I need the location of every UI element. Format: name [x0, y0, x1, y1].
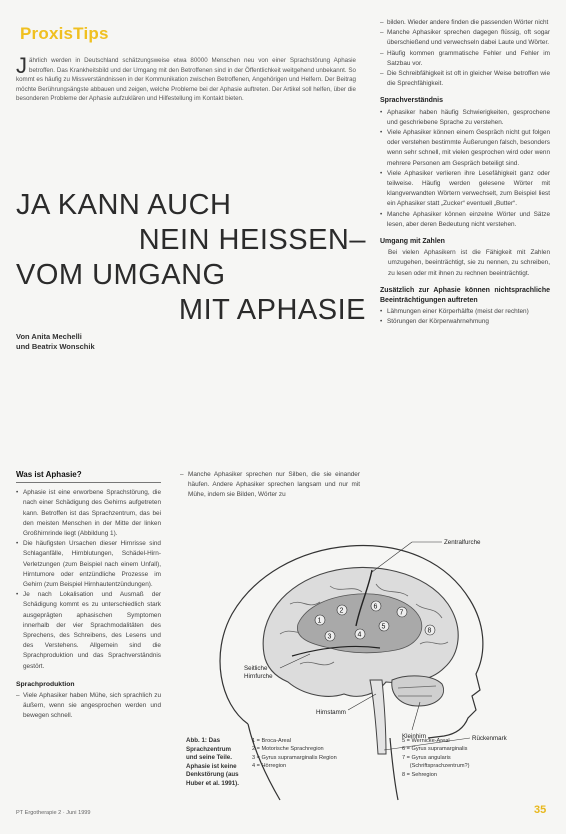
region-number: 2: [339, 607, 344, 615]
magazine-section-logo: ProxisTips: [20, 24, 109, 43]
page-footer: PT Ergotherapie 2 · Juni 1999: [16, 810, 91, 816]
region-number: 4: [357, 631, 362, 639]
list-item: – bilden. Wieder andere finden die passenden Wörter nicht: [387, 18, 550, 28]
heading-was-ist-aphasie: Was ist Aphasie?: [16, 470, 82, 479]
heading-sprachverstaendnis: Sprachverständnis: [380, 97, 444, 105]
title-line-3: VOM UMGANG: [16, 259, 226, 291]
label-hirnstamm: Hirnstamm: [316, 709, 346, 716]
label-seitliche: Seitliche: [244, 665, 268, 672]
heading-rule: [16, 482, 161, 483]
title-line-4: MIT APHASIE: [178, 294, 366, 326]
legend-column-right: [402, 737, 552, 779]
list-item: • Viele Aphasiker können einem Gespräch nicht gut folgen oder verstehen bestimmte Äußerungen falsch, besonders wenn sehr schnell, mit vielen gesprochen wird oder wenn mehrere Personen am Gespräch beteiligt sind.: [387, 128, 550, 169]
right-column: [380, 18, 550, 328]
list-item: • Lähmungen einer Körperhälfte (meist der rechten): [387, 307, 550, 317]
label-hirnfurche: Hirnfurche: [244, 673, 273, 680]
list-item: – Manche Aphasiker sprechen dagegen flüssig, oft sogar überschießend und verwechseln dabei Laute und Wörter.: [387, 28, 550, 48]
list-item: – Häufig kommen grammatische Fehler und Fehler im Satzbau vor.: [387, 49, 550, 69]
author-line-1: Von Anita Mechelli: [16, 332, 82, 341]
legend-item: 7 = Gyrus angularis: [402, 754, 451, 761]
list-item: • Aphasie ist eine erworbene Sprachstörung, die nach einer Schädigung des Gehirns aufgetreten kann. Betroffen ist das Sprachzentrum, das bei den meisten Menschen in der Mitte der linken Großhirnrinde liegt (Abbildung 1).: [23, 488, 161, 539]
list-item: • Viele Aphasiker verlieren ihre Lesefähigkeit ganz oder teilweise. Häufig werden gelesene Wörter mit klangverwandten Wörtern verwechselt, zum Beispiel liest ein Aphasiker statt „Zucker“ eventuell „Butter“.: [387, 169, 550, 210]
list-item: • Aphasiker haben häufig Schwierigkeiten, gesprochene und geschriebene Sprache zu verstehen.: [387, 108, 550, 128]
list-item: – Viele Aphasiker haben Mühe, sich sprachlich zu äußern, wenn sie angesprochen werden und bewegen schnell.: [23, 691, 161, 722]
list-item: • Manche Aphasiker können einzelne Wörter und Sätze lesen, aber deren Bedeutung nicht verstehen.: [387, 210, 550, 230]
intro-text: ährlich werden in Deutschland schätzungsweise etwa 80000 Menschen neu von einer Sprachstörung Aphasie betroffen. Das Krankheitsbild und der Umgang mit den Betroffenen sind in der Öffentlichkeit weitgehend unbekannt. So kommt es häufig zu Missverständnissen in der Kommunikation zwischen Betroffenen, Angehörigen und Helfern. Der Beitrag möchte Berührungsängste abbauen und zeigen, welche Probleme bei der Aphasie auftreten. Der Artikel soll helfen, über die besonderen Probleme der Aphasie aufzuklären und Hilfestellung im Kontakt bieten.: [16, 57, 356, 103]
title-line-2: NEIN HEISSEN–: [138, 224, 366, 256]
legend-item: (Schriftsprachzentrum?): [402, 763, 470, 770]
legend-item: 1 = Broca-Areal: [252, 738, 292, 744]
heading-sprachproduktion: Sprachproduktion: [16, 680, 75, 688]
label-zentralfurche: Zentralfurche: [444, 539, 481, 546]
zahlen-text: Bei vielen Aphasikern ist die Fähigkeit mit Zahlen umzugehen, beeinträchtigt, sie zu nennen, zu schreiben, zu lesen oder mit ihnen zu rechnen beeinträchtigt.: [388, 249, 550, 277]
left-column: [16, 470, 161, 722]
region-number: 8: [427, 627, 432, 635]
heading-zusaetzlich: Zusätzlich zur Aphasie können nichtsprachliche Beeinträchtigungen auftreten: [380, 286, 550, 305]
region-number: 1: [317, 617, 322, 625]
intro-paragraph: [16, 53, 356, 104]
production-list-continued: [380, 18, 550, 89]
legend-column-left: [252, 737, 402, 779]
page-number: 35: [534, 804, 547, 816]
list-item: • Störungen der Körperwahrnehmung: [387, 317, 550, 327]
zusaetzlich-list: [380, 307, 550, 327]
legend-item: 4 = Hörregion: [252, 763, 287, 770]
title-line-1: JA KANN AUCH: [16, 189, 232, 221]
label-rueckenmark: Rückenmark: [472, 735, 507, 742]
produktion-list-2: [180, 470, 360, 501]
legend-item: 2 = Motorische Sprachregion: [252, 746, 324, 753]
region-number: 5: [381, 623, 386, 631]
region-number: 3: [327, 633, 332, 641]
figure-legend: [252, 737, 552, 779]
produktion-list: [16, 691, 161, 722]
legend-item: 6 = Gyrus supramarginalis: [402, 746, 468, 753]
list-item: • Die häufigsten Ursachen dieser Hirnrisse sind Schlaganfälle, Hirnblutungen, Schädel-Hirn-Verletzungen (zum Beispiel nach einem Unfall), Hirntumore oder entzündliche Prozesse im Gehirn (zum Beispiel Hirnhautentzündungen).: [23, 539, 161, 590]
list-item: – Die Schreibfähigkeit ist oft in gleicher Weise betroffen wie die Sprechfähigkeit.: [387, 69, 550, 89]
region-number: 6: [373, 603, 378, 611]
heading-zahlen: Umgang mit Zahlen: [380, 238, 445, 246]
drop-cap: J: [16, 53, 27, 78]
aphasie-list: [16, 488, 161, 672]
verstaendnis-list: [380, 108, 550, 230]
author-line-2: und Beatrix Wonschik: [16, 342, 95, 351]
label-kleinhirn: Kleinhirn: [402, 733, 427, 740]
list-item: – Manche Aphasiker sprechen nur Silben, die sie einander häufen. Andere Aphasiker sprechen langsam und nur mit Mühe, indem sie Bilden, Wörter zu: [188, 470, 360, 501]
legend-item: 8 = Sehregion: [402, 771, 437, 778]
middle-column: [180, 470, 360, 501]
list-item: • Je nach Lokalisation und Ausmaß der Schädigung kommt es zu unterschiedlich stark ausgeprägten aphasischen Symptomen innerhalb der vier Sprachmodalitäten des Sprechens, des Schreibens, des Lesens und des Verstehens. Allgemein sind die Sprachproduktion und das Sprachverständnis gestört.: [23, 590, 161, 672]
legend-item: 3 = Gyrus supramarginalis Region: [252, 754, 337, 761]
figure-caption: Abb. 1: Das Sprachzentrum und seine Teile. Aphasie ist keine Denkstörung (aus Huber et al. 1991).: [186, 737, 239, 787]
legend-item: 5 = Wernicke-Areal: [402, 738, 450, 744]
authors: [16, 332, 95, 352]
region-number: 7: [399, 609, 404, 617]
article-title: [16, 188, 366, 328]
cerebellum: [392, 676, 444, 706]
